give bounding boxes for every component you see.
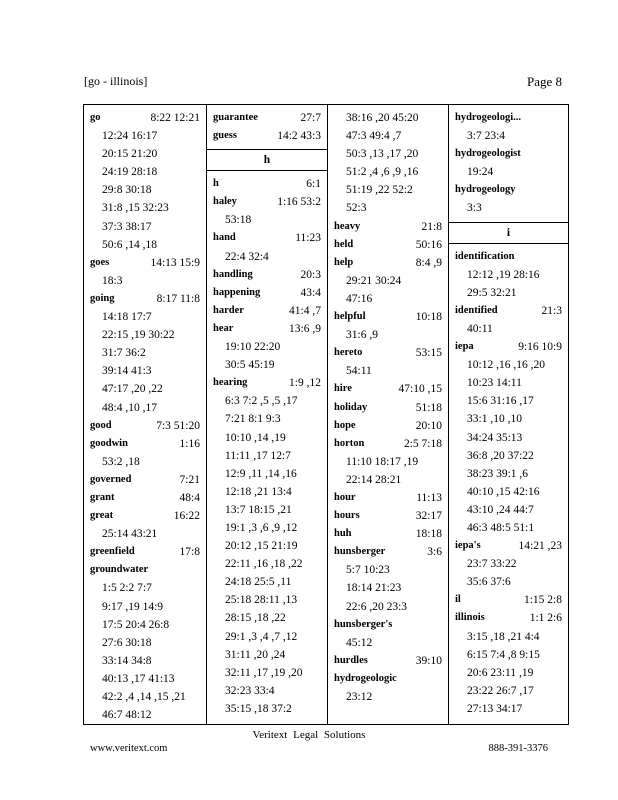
index-entry xyxy=(334,236,442,254)
index-term: il xyxy=(455,594,461,606)
index-refs: 31:6 ,9 xyxy=(346,329,378,342)
index-term: hunsberger xyxy=(334,546,386,558)
index-refs: 38:23 39:1 ,6 xyxy=(467,467,529,480)
index-refs: 3:15 ,18 ,21 4:4 xyxy=(467,630,540,643)
index-refs: 22:11 ,16 ,18 ,22 xyxy=(225,558,303,571)
index-refs: 39:10 xyxy=(415,654,442,667)
index-refs: 8:17 11:8 xyxy=(156,292,200,305)
index-refs: 12:9 ,11 ,14 ,16 xyxy=(225,467,297,480)
index-refs: 35:15 ,18 37:2 xyxy=(225,702,292,715)
index-entry xyxy=(334,525,442,543)
index-refs: 25:14 43:21 xyxy=(102,528,158,541)
index-term: identification xyxy=(455,250,515,262)
index-term: hire xyxy=(334,383,352,395)
index-term: held xyxy=(334,238,354,250)
index-refs: 25:18 28:11 ,13 xyxy=(225,594,298,607)
index-refs: 20:15 21:20 xyxy=(102,148,158,161)
index-entry xyxy=(334,417,442,435)
index-entry xyxy=(334,489,442,507)
index-refs: 47:16 xyxy=(346,292,373,305)
index-term: illinois xyxy=(455,612,485,624)
index-term: holiday xyxy=(334,401,368,413)
index-refs: 33:1 ,10 ,10 xyxy=(467,413,522,426)
index-entry xyxy=(334,543,442,615)
index-refs: 23:7 33:22 xyxy=(467,558,517,571)
index-entry xyxy=(213,229,321,265)
index-entry xyxy=(334,652,442,670)
index-entry xyxy=(455,302,562,338)
index-entry xyxy=(455,109,562,145)
header-range: [go - illinois] xyxy=(84,74,148,88)
index-refs: 19:1 ,3 ,6 ,9 ,12 xyxy=(225,521,298,534)
index-entry xyxy=(455,609,562,718)
index-refs: 33:14 34:8 xyxy=(102,654,152,667)
index-refs: 3:6 xyxy=(427,546,442,559)
index-refs: 27:6 30:18 xyxy=(102,636,152,649)
index-refs: 10:10 ,14 ,19 xyxy=(225,431,286,444)
index-refs: 40:11 xyxy=(467,322,493,335)
index-column-1 xyxy=(84,105,206,724)
index-refs: 32:17 xyxy=(415,510,442,523)
index-refs: 9:17 ,19 14:9 xyxy=(102,600,164,613)
index-refs: 17:8 xyxy=(179,546,200,559)
index-column-3 xyxy=(327,105,448,724)
index-refs: 39:14 41:3 xyxy=(102,365,152,378)
index-refs: 7:21 xyxy=(179,473,200,486)
index-refs: 14:2 43:3 xyxy=(277,130,321,143)
index-refs: 13:6 ,9 xyxy=(289,322,321,335)
index-refs: 48:4 xyxy=(179,491,200,504)
index-refs: 14:21 ,23 xyxy=(518,540,562,553)
index-refs: 7:3 51:20 xyxy=(156,419,200,432)
index-term: go xyxy=(90,112,101,123)
index-refs: 51:2 ,4 ,6 ,9 ,16 xyxy=(346,166,419,179)
index-refs: 24:18 25:5 ,11 xyxy=(225,576,292,589)
index-term: hereto xyxy=(334,347,363,359)
index-refs: 27:7 xyxy=(300,112,321,124)
index-refs: 12:24 16:17 xyxy=(102,130,158,143)
index-refs: 47:10 ,15 xyxy=(398,383,442,396)
index-refs: 18:3 xyxy=(102,274,123,287)
index-refs: 6:3 7:2 ,5 ,5 ,17 xyxy=(225,395,298,408)
index-entry xyxy=(455,537,562,591)
index-term: hours xyxy=(334,510,360,522)
index-refs: 32:23 33:4 xyxy=(225,684,275,697)
index-term: great xyxy=(90,510,114,522)
index-refs: 43:4 xyxy=(300,286,321,299)
index-entry xyxy=(90,507,200,543)
index-term: identified xyxy=(455,304,498,316)
index-refs: 14:13 15:9 xyxy=(150,256,200,269)
index-refs: 31:11 ,20 ,24 xyxy=(225,648,286,661)
page-number: Page 8 xyxy=(526,74,562,89)
footer-company: Veritext Legal Solutions xyxy=(252,729,366,741)
index-entry xyxy=(90,254,200,290)
index-refs: 17:5 20:4 26:8 xyxy=(102,618,170,631)
index-refs: 46:7 48:12 xyxy=(102,709,152,722)
index-entry xyxy=(90,290,200,417)
index-refs: 42:2 ,4 ,14 ,15 ,21 xyxy=(102,691,186,703)
index-refs: 1:16 53:2 xyxy=(277,196,321,209)
index-term: guarantee xyxy=(213,112,258,123)
index-entry xyxy=(334,670,442,706)
index-entry xyxy=(213,320,321,374)
index-entry xyxy=(90,417,200,435)
index-refs: 45:12 xyxy=(346,636,373,649)
index-refs: 21:3 xyxy=(541,304,562,317)
index-term: hearing xyxy=(213,377,248,389)
index-term: heavy xyxy=(334,220,361,232)
index-entry xyxy=(455,248,562,302)
index-entry xyxy=(90,561,200,724)
index-term: greenfield xyxy=(90,546,135,558)
index-refs: 8:4 ,9 xyxy=(415,256,442,269)
index-term: goodwin xyxy=(90,437,128,449)
index-term: hand xyxy=(213,232,236,244)
index-term: huh xyxy=(334,528,352,540)
index-entry xyxy=(334,109,442,218)
index-refs: 7:21 8:1 9:3 xyxy=(225,413,281,426)
index-refs: 32:11 ,17 ,19 ,20 xyxy=(225,666,303,679)
index-refs: 10:12 ,16 ,16 ,20 xyxy=(467,359,545,372)
index-refs: 22:14 28:21 xyxy=(346,473,402,486)
index-refs: 10:23 14:11 xyxy=(467,377,522,390)
index-refs: 53:18 xyxy=(225,214,252,227)
index-entry xyxy=(90,543,200,561)
index-refs: 11:11 ,17 12:7 xyxy=(225,449,291,462)
index-entry xyxy=(90,109,200,254)
index-term: iepa's xyxy=(455,540,481,552)
index-entry xyxy=(213,127,321,145)
index-term: good xyxy=(90,419,112,431)
index-refs: 35:6 37:6 xyxy=(467,576,511,589)
index-refs: 6:15 7:4 ,8 9:15 xyxy=(467,648,540,661)
index-refs: 20:3 xyxy=(300,268,321,281)
index-refs: 2:5 7:18 xyxy=(403,437,442,450)
index-entry xyxy=(213,374,321,718)
index-term: happening xyxy=(213,286,261,298)
index-refs: 22:6 ,20 23:3 xyxy=(346,600,408,613)
index-term: hope xyxy=(334,419,356,431)
index-refs: 8:22 12:21 xyxy=(150,112,200,124)
index-term: goes xyxy=(90,256,110,268)
index-entry xyxy=(455,591,562,609)
index-refs: 53:2 ,18 xyxy=(102,455,140,468)
index-refs: 12:12 ,19 28:16 xyxy=(467,268,540,281)
footer-website: www.veritext.com xyxy=(90,743,168,754)
index-refs: 18:18 xyxy=(415,528,442,541)
index-term: hydrogeologi... xyxy=(455,112,522,123)
index-refs: 20:12 ,15 21:19 xyxy=(225,540,298,553)
index-term: hurdles xyxy=(334,654,368,666)
index-refs: 19:10 22:20 xyxy=(225,341,281,354)
index-entry xyxy=(334,218,442,236)
index-refs: 38:16 ,20 45:20 xyxy=(346,112,419,124)
index-refs: 6:1 xyxy=(306,178,321,191)
index-refs: 36:8 ,20 37:22 xyxy=(467,449,534,462)
index-entry xyxy=(334,507,442,525)
index-column-2 xyxy=(206,105,327,724)
index-refs: 10:18 xyxy=(415,311,442,324)
index-entry xyxy=(90,489,200,507)
index-grid xyxy=(83,104,569,725)
index-entry xyxy=(213,175,321,193)
index-entry xyxy=(334,308,442,344)
index-refs: 21:8 xyxy=(421,220,442,233)
index-entry xyxy=(213,284,321,302)
index-refs: 1:1 2:6 xyxy=(529,612,562,625)
index-term: hear xyxy=(213,322,234,334)
index-entry xyxy=(334,344,442,380)
index-entry xyxy=(455,181,562,217)
index-refs: 16:22 xyxy=(173,510,200,523)
index-refs: 15:6 31:16 ,17 xyxy=(467,395,534,408)
index-entry xyxy=(213,266,321,284)
index-refs: 50:16 xyxy=(415,238,442,251)
index-refs: 40:13 ,17 41:13 xyxy=(102,672,175,685)
index-refs: 40:10 ,15 42:16 xyxy=(467,485,540,498)
index-refs: 19:24 xyxy=(467,166,494,179)
index-entry xyxy=(213,193,321,229)
index-refs: 31:8 ,15 32:23 xyxy=(102,202,169,215)
index-refs: 1:15 2:8 xyxy=(523,594,562,607)
index-entry xyxy=(334,399,442,417)
index-refs: 29:5 32:21 xyxy=(467,286,517,299)
index-entry xyxy=(334,254,442,308)
index-term: horton xyxy=(334,437,365,449)
index-refs: 23:22 26:7 ,17 xyxy=(467,684,534,697)
index-refs: 29:1 ,3 ,4 ,7 ,12 xyxy=(225,630,298,643)
index-refs: 14:18 17:7 xyxy=(102,311,152,324)
index-refs: 47:17 ,20 ,22 xyxy=(102,383,163,396)
index-entry xyxy=(334,616,442,652)
index-term: harder xyxy=(213,304,244,316)
index-refs: 5:7 10:23 xyxy=(346,564,390,577)
index-refs: 48:4 ,10 ,17 xyxy=(102,401,157,414)
index-refs: 1:16 xyxy=(179,437,200,450)
index-refs: 12:18 ,21 13:4 xyxy=(225,485,292,498)
index-term: h xyxy=(213,178,219,190)
index-entry xyxy=(455,145,562,181)
index-refs: 27:13 34:17 xyxy=(467,702,523,715)
index-entry xyxy=(334,380,442,398)
index-refs: 31:7 36:2 xyxy=(102,347,146,360)
index-refs: 24:19 28:18 xyxy=(102,166,158,179)
index-refs: 52:3 xyxy=(346,202,367,215)
index-entry xyxy=(213,302,321,320)
index-refs: 50:3 ,13 ,17 ,20 xyxy=(346,148,419,161)
index-term: guess xyxy=(213,130,237,142)
index-entry xyxy=(213,109,321,127)
index-refs: 54:11 xyxy=(346,365,372,378)
index-refs: 3:7 23:4 xyxy=(467,130,506,143)
index-refs: 22:15 ,19 30:22 xyxy=(102,329,175,342)
index-term: helpful xyxy=(334,311,366,323)
index-refs: 20:6 23:11 ,19 xyxy=(467,666,534,679)
index-refs: 11:10 18:17 ,19 xyxy=(346,455,419,468)
index-refs: 29:8 30:18 xyxy=(102,184,152,197)
index-refs: 23:12 xyxy=(346,691,373,703)
index-term: governed xyxy=(90,473,132,485)
index-letter-heading: h xyxy=(207,149,327,171)
index-refs: 9:16 10:9 xyxy=(518,341,562,354)
index-refs: 29:21 30:24 xyxy=(346,274,402,287)
index-term: iepa xyxy=(455,341,474,353)
index-term: hour xyxy=(334,491,356,503)
index-refs: 20:10 xyxy=(415,419,442,432)
index-refs: 41:4 ,7 xyxy=(289,304,321,317)
index-refs: 50:6 ,14 ,18 xyxy=(102,238,157,251)
index-term: hydrogeologic xyxy=(334,672,397,684)
index-refs: 13:7 18:15 ,21 xyxy=(225,503,292,516)
index-term: grant xyxy=(90,491,115,503)
index-refs: 34:24 35:13 xyxy=(467,431,523,444)
index-refs: 3:3 xyxy=(467,202,482,215)
index-refs: 47:3 49:4 ,7 xyxy=(346,130,402,143)
index-term: help xyxy=(334,256,354,268)
index-refs: 53:15 xyxy=(415,347,442,360)
index-refs: 11:13 xyxy=(416,491,442,504)
index-refs: 30:5 45:19 xyxy=(225,359,275,372)
index-term: haley xyxy=(213,196,237,208)
index-term: handling xyxy=(213,268,253,280)
index-refs: 28:15 ,18 ,22 xyxy=(225,612,286,625)
index-entry xyxy=(455,338,562,537)
index-term: hunsberger's xyxy=(334,618,393,630)
index-entry xyxy=(90,435,200,471)
index-refs: 1:5 2:2 7:7 xyxy=(102,582,152,595)
index-term: hydrogeologist xyxy=(455,148,521,160)
index-refs: 22:4 32:4 xyxy=(225,250,269,263)
index-term: going xyxy=(90,292,115,304)
index-term: groundwater xyxy=(90,564,149,576)
index-refs: 1:9 ,12 xyxy=(289,377,321,390)
index-entry xyxy=(90,471,200,489)
index-letter-heading: i xyxy=(449,222,568,244)
index-refs: 46:3 48:5 51:1 xyxy=(467,521,535,534)
index-refs: 37:3 38:17 xyxy=(102,220,152,233)
index-term: hydrogeology xyxy=(455,184,516,196)
index-entry xyxy=(334,435,442,489)
index-refs: 18:14 21:23 xyxy=(346,582,402,595)
index-column-4 xyxy=(448,105,568,724)
footer-phone: 888-391-3376 xyxy=(488,743,548,754)
index-refs: 51:18 xyxy=(415,401,442,414)
index-refs: 43:10 ,24 44:7 xyxy=(467,503,534,516)
index-refs: 11:23 xyxy=(295,232,321,245)
index-refs: 51:19 ,22 52:2 xyxy=(346,184,413,197)
